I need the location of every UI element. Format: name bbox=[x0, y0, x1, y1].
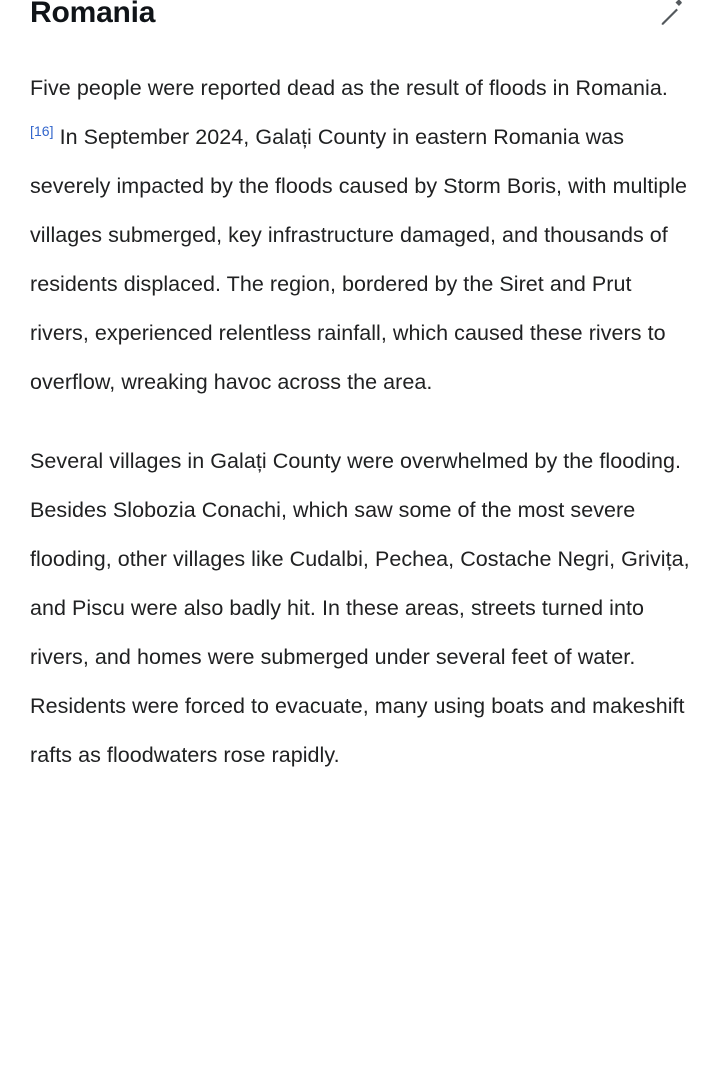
paragraph-romania-2: Several villages in Galați County were overwhelmed by the flooding. Besides Slobozia Conachi, which saw some of the most severe flooding, other villages like Cudalbi, Pechea, Costache Negri, Grivița, and Piscu were also badly hit. In these areas, streets turned into rivers, and homes were submerged under several feet of water. Residents were forced to evacuate, many using boats and makeshift rafts as floodwaters rose rapidly. bbox=[30, 449, 690, 767]
pencil-edit-icon[interactable] bbox=[658, 0, 688, 26]
paragraph-romania-1 bbox=[30, 64, 690, 407]
citation-ref-16[interactable]: [16] bbox=[30, 122, 54, 139]
section-header bbox=[30, 0, 690, 36]
paragraph-text-cont: In September 2024, Galați County in eastern Romania was severely impacted by the floods caused by Storm Boris, with multiple villages submerged, key infrastructure damaged, and thousands of residents displaced. The region, bordered by the Siret and Prut rivers, experienced relentless rainfall, which caused these rivers to overflow, wreaking havoc across the area. bbox=[30, 125, 688, 394]
paragraph-text: Five people were reported dead as the result of floods in Romania. bbox=[30, 76, 668, 100]
page-title: Romania bbox=[30, 0, 156, 29]
